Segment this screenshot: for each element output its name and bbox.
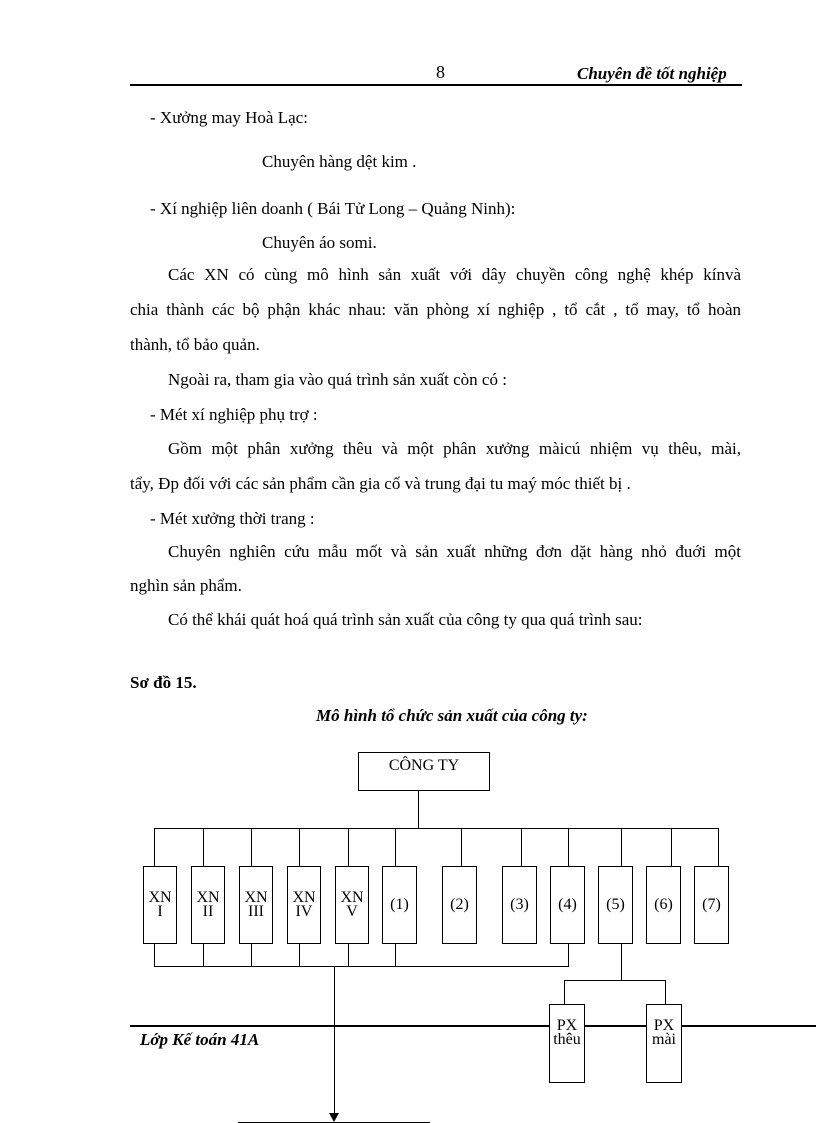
header-rule: [130, 84, 742, 86]
unit-box-5: [598, 866, 633, 944]
connector-line: [395, 828, 396, 867]
unit-box-xn-4: [287, 866, 321, 944]
unit-label: XN: [244, 889, 268, 906]
connector-line: [203, 828, 204, 867]
unit-box-xn-2: [191, 866, 225, 944]
diagram-label: Sơ đồ 15.: [130, 673, 197, 692]
paragraph-line: Các XN có cùng mô hình sản xuất với dây chuyền công nghệ khép kínvà: [168, 265, 741, 284]
unit-box-2: [442, 866, 477, 944]
connector-line: [621, 943, 622, 981]
text-line: - Mét xí nghiệp phụ trợ :: [150, 405, 318, 424]
connector-line: [348, 828, 349, 867]
text-line: - Mét xưởng thời trang :: [150, 509, 315, 528]
unit-box-3: [502, 866, 537, 944]
connector-line: [395, 943, 396, 967]
connector-line: [348, 943, 349, 967]
unit-label: (6): [654, 896, 673, 913]
connector-line: [418, 790, 419, 829]
unit-label: (3): [510, 896, 529, 913]
unit-label: V: [346, 903, 358, 920]
unit-box-xn-5: [335, 866, 369, 944]
unit-label: XN: [292, 889, 316, 906]
paragraph-line: chia thành các bộ phận khác nhau: văn phòng xí nghiệp , tổ cắt , tổ may, tổ hoàn: [130, 300, 741, 319]
text-line: - Xưởng may Hoà Lạc:: [150, 108, 308, 127]
connector-line: [568, 943, 569, 967]
text-line: Ngoài ra, tham gia vào quá trình sản xuất còn có :: [168, 370, 507, 389]
unit-label: XN: [340, 889, 364, 906]
branch-line: [564, 980, 666, 981]
paragraph-line: nghìn sản phẩm.: [130, 576, 242, 595]
unit-label: II: [202, 903, 214, 920]
unit-box-6: [646, 866, 681, 944]
unit-box-7: [694, 866, 729, 944]
paragraph-line: thành, tổ bảo quản.: [130, 335, 260, 354]
unit-label: (5): [606, 896, 625, 913]
connector-line: [154, 828, 155, 867]
connector-line: [251, 828, 252, 867]
text-line: - Xí nghiệp liên doanh ( Bái Tử Long – Quảng Ninh):: [150, 199, 516, 218]
company-box: [358, 752, 490, 791]
text-line: Chuyên hàng dệt kim .: [262, 152, 417, 171]
unit-label: XN: [196, 889, 220, 906]
connector-line: [671, 828, 672, 867]
unit-box-1: [382, 866, 417, 944]
unit-label: (4): [558, 896, 577, 913]
bottom-bus-line: [154, 966, 569, 967]
diagram-title: Mô hình tổ chức sản xuất của công ty:: [316, 706, 588, 725]
unit-label: III: [248, 903, 264, 920]
unit-label: (7): [702, 896, 721, 913]
sub-label: PX: [556, 1017, 578, 1034]
unit-label: IV: [295, 903, 313, 920]
connector-line: [564, 980, 565, 1005]
footer-text: Lớp Kế toán 41A: [140, 1030, 260, 1049]
connector-line: [621, 828, 622, 867]
unit-label: (1): [390, 896, 409, 913]
unit-box-4: [550, 866, 585, 944]
down-arrow-line: [334, 966, 335, 1114]
top-bus-line: [154, 828, 719, 829]
unit-label: (2): [450, 896, 469, 913]
unit-label: XN: [148, 889, 172, 906]
text-line: Có thể khái quát hoá quá trình sản xuất của công ty qua quá trình sau:: [168, 610, 643, 629]
paragraph-line: Chuyên nghiên cứu mẫu mốt và sản xuất những đơn dặt hàng nhỏ đuới một: [168, 542, 741, 561]
sub-label: thêu: [553, 1031, 581, 1048]
connector-line: [461, 828, 462, 867]
connector-line: [299, 943, 300, 967]
sub-label: mài: [652, 1031, 676, 1048]
page-number: 8: [436, 62, 445, 82]
connector-line: [299, 828, 300, 867]
connector-line: [521, 828, 522, 867]
paragraph-line: Gồm một phân xưởng thêu và một phân xưởng màicú nhiệm vụ thêu, mài,: [168, 439, 741, 458]
connector-line: [251, 943, 252, 967]
connector-line: [568, 828, 569, 867]
sub-label: PX: [653, 1017, 675, 1034]
connector-line: [718, 828, 719, 867]
company-label: CÔNG TY: [388, 757, 460, 774]
unit-box-xn-3: [239, 866, 273, 944]
header-title: Chuyên đề tốt nghiệp: [577, 64, 727, 83]
sub-box-px-theu: [549, 1004, 585, 1083]
connector-line: [203, 943, 204, 967]
unit-box-xn-1: [143, 866, 177, 944]
footer-rule: [130, 1025, 816, 1027]
connector-line: [154, 943, 155, 967]
arrow-head: [329, 1113, 339, 1122]
connector-line: [665, 980, 666, 1005]
sub-box-px-mai: [646, 1004, 682, 1083]
unit-label: I: [157, 903, 163, 920]
paragraph-line: tẩy, Đp đối với các sản phẩm cần gia cố và trung đại tu maý móc thiết bị .: [130, 474, 631, 493]
text-line: Chuyên áo somi.: [262, 233, 377, 252]
